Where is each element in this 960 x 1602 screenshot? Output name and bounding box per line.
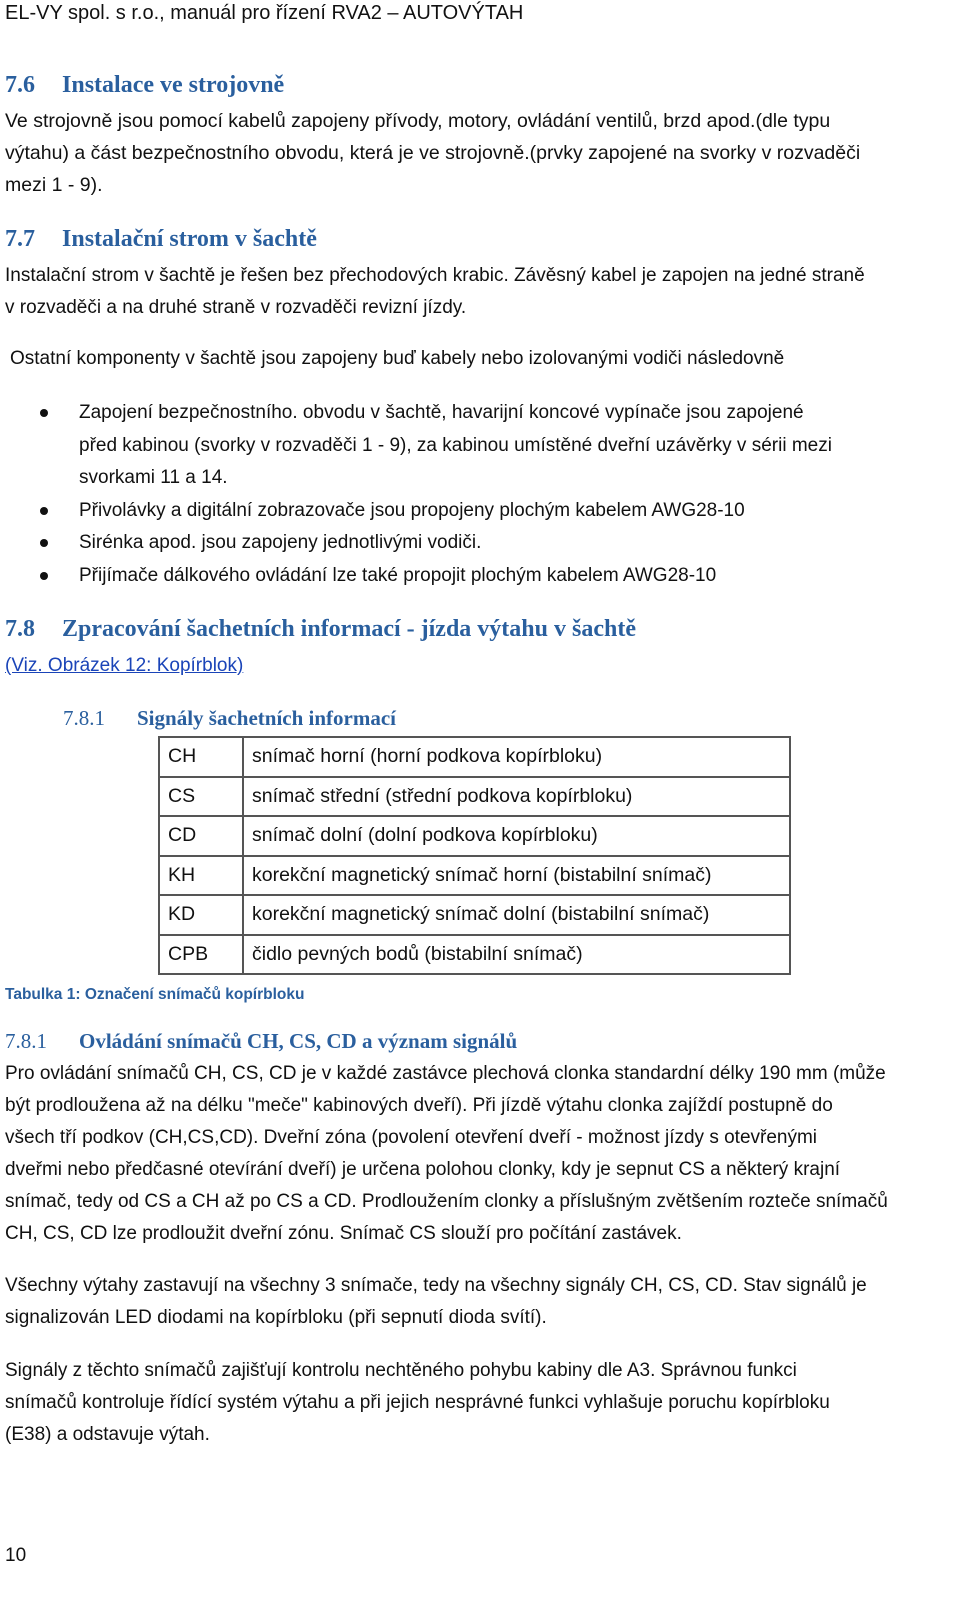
- text-line: Signály z těchto snímačů zajišťují kontrolu nechtěného pohybu kabiny dle A3. Správnou funkci: [5, 1360, 797, 1381]
- table-caption: Tabulka 1: Označení snímačů kopírbloku: [5, 986, 305, 1003]
- sensor-description: čidlo pevných bodů (bistabilní snímač): [243, 935, 790, 975]
- table-row: [159, 777, 790, 817]
- bullet-list: [0, 397, 910, 592]
- text-line: dveřmi nebo předčasné otevírání dveří) je určena polohou clonky, kdy je sepnut CS a některý krajní: [5, 1159, 841, 1180]
- text-line: výtahu) a část bezpečnostního obvodu, která je ve strojovně.(prvky zapojené na svorky v rozvaděči: [5, 142, 861, 164]
- text-line: CH, CS, CD lze prodloužit dveřní zónu. Snímač CS slouží pro počítání zastávek.: [5, 1223, 682, 1244]
- heading-7-8-1: [63, 706, 396, 731]
- paragraph-7-7: [5, 260, 940, 324]
- sensor-code: KH: [159, 856, 243, 896]
- intro-paragraph: Ostatní komponenty v šachtě jsou zapojeny buď kabely nebo izolovanými vodiči následovně: [10, 348, 785, 369]
- text-line: signalizován LED diodami na kopírbloku (při sepnutí dioda svítí).: [5, 1307, 547, 1328]
- sensor-description: snímač horní (horní podkova kopírbloku): [243, 737, 790, 777]
- text-line: být prodloužena až na délku "meče" kabinových dveří). Při jízdě výtahu clonka zajíždí postupně do: [5, 1095, 833, 1116]
- text-line: Pro ovládání snímačů CH, CS, CD je v každé zastávce plechová clonka standardní délky 190 mm (může: [5, 1063, 886, 1084]
- heading-number: 7.7: [5, 226, 35, 252]
- table-row: [159, 856, 790, 896]
- text-line: Zapojení bezpečnostního. obvodu v šachtě, havarijní koncové vypínače jsou zapojené: [79, 402, 804, 423]
- sensor-code: CPB: [159, 935, 243, 975]
- sensor-code: CH: [159, 737, 243, 777]
- bullet-icon: [40, 539, 48, 547]
- page-number: 10: [5, 1545, 27, 1566]
- list-item: [0, 397, 910, 495]
- text-line: snímačů kontroluje řídící systém výtahu a při jejich nesprávné funkci vyhlašuje poruchu kopírbloku: [5, 1392, 830, 1413]
- text-line: Instalační strom v šachtě je řešen bez přechodových krabic. Závěsný kabel je zapojen na jedné straně: [5, 265, 865, 286]
- table-row: [159, 737, 790, 777]
- heading-number: 7.8.1: [63, 706, 105, 730]
- list-item: [0, 527, 910, 560]
- text-line: Sirénka apod. jsou zapojeny jednotlivými vodiči.: [79, 532, 482, 553]
- list-item: [0, 560, 910, 593]
- paragraph-7-6: [5, 105, 940, 201]
- text-line: snímač, tedy od CS a CH až po CS a CD. Prodloužením clonky a příslušným zvětšením rozteče snímačů: [5, 1191, 888, 1212]
- text-line: před kabinou (svorky v rozvaděči 1 - 9), za kabinou umístěné dveřní uzávěrky v sérii mezi: [79, 434, 832, 456]
- heading-title: Instalační strom v šachtě: [62, 226, 317, 252]
- sensor-description: korekční magnetický snímač horní (bistabilní snímač): [243, 856, 790, 896]
- sensor-code: KD: [159, 895, 243, 935]
- sensor-code: CD: [159, 816, 243, 856]
- heading-number: 7.8.1: [5, 1029, 47, 1053]
- text-line: svorkami 11 a 14.: [79, 467, 228, 488]
- table-row: [159, 935, 790, 975]
- heading-title: Zpracování šachetních informací - jízda výtahu v šachtě: [62, 616, 636, 642]
- paragraph-signals-stop: [5, 1270, 940, 1334]
- sensor-description: snímač dolní (dolní podkova kopírbloku): [243, 816, 790, 856]
- table-row: [159, 816, 790, 856]
- text-line: mezi 1 - 9).: [5, 174, 103, 196]
- text-line: Přijímače dálkového ovládání lze také propojit plochým kabelem AWG28-10: [79, 564, 717, 586]
- text-line: Přivolávky a digitální zobrazovače jsou propojeny plochým kabelem AWG28-10: [79, 499, 745, 521]
- running-header: EL-VY spol. s r.o., manuál pro řízení RVA2 – AUTOVÝTAH: [5, 2, 524, 24]
- heading-title: Instalace ve strojovně: [62, 72, 285, 98]
- heading-title: Signály šachetních informací: [137, 706, 397, 730]
- text-line: v rozvaděči a na druhé straně v rozvaděči revizní jízdy.: [5, 297, 467, 318]
- text-line: (E38) a odstavuje výtah.: [5, 1424, 210, 1445]
- heading-title: Ovládání snímačů CH, CS, CD a význam signálů: [79, 1029, 518, 1053]
- heading-number: 7.6: [5, 72, 35, 98]
- text-line: Všechny výtahy zastavují na všechny 3 snímače, tedy na všechny signály CH, CS, CD. Stav signálů je: [5, 1275, 867, 1296]
- bullet-icon: [40, 507, 48, 515]
- text-line: Ve strojovně jsou pomocí kabelů zapojeny přívody, motory, ovládání ventilů, brzd apod.(dle typu: [5, 110, 831, 132]
- figure-reference-link[interactable]: (Viz. Obrázek 12: Kopírblok): [5, 655, 244, 676]
- paragraph-sensor-control: [5, 1058, 940, 1250]
- paragraph-signals-check: [5, 1355, 940, 1451]
- heading-7-8-1-control: [5, 1029, 517, 1054]
- heading-7-7: [5, 226, 317, 253]
- sensor-description: korekční magnetický snímač dolní (bistabilní snímač): [243, 895, 790, 935]
- sensor-description: snímač střední (střední podkova kopírbloku): [243, 777, 790, 817]
- heading-7-6: [5, 72, 284, 99]
- bullet-icon: [40, 572, 48, 580]
- sensor-code: CS: [159, 777, 243, 817]
- sensor-table: [158, 736, 791, 975]
- bullet-icon: [40, 409, 48, 417]
- heading-number: 7.8: [5, 616, 35, 642]
- list-item: [0, 495, 910, 528]
- heading-7-8: [5, 616, 636, 643]
- text-line: všech tří podkov (CH,CS,CD). Dveřní zóna (povolení otevření dveří - možnost jízdy s otevřenými: [5, 1127, 818, 1148]
- table-row: [159, 895, 790, 935]
